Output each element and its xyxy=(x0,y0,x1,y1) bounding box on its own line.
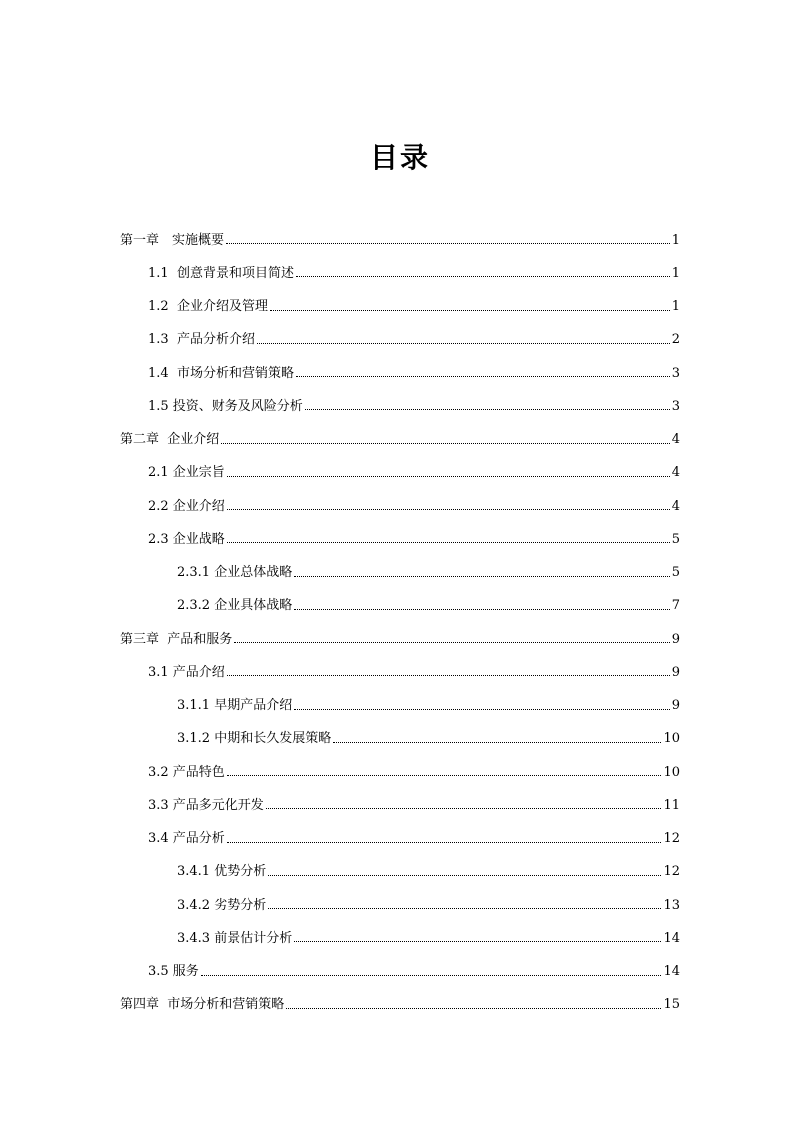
dot-leader xyxy=(221,443,669,444)
toc-entry-label: 1.2 企业介绍及管理 xyxy=(148,299,268,315)
toc-entry-page-number: 3 xyxy=(671,398,680,414)
toc-entry-label: 3.5 服务 xyxy=(148,964,199,980)
toc-entry-label: 第一章 实施概要 xyxy=(120,232,225,248)
toc-entry-label: 3.4 产品分析 xyxy=(148,831,225,847)
toc-entry[interactable] xyxy=(0,390,800,423)
toc-entry-label: 2.1 企业宗旨 xyxy=(148,465,225,481)
toc-entry[interactable] xyxy=(0,756,800,789)
toc-entry-page-number: 14 xyxy=(663,930,680,946)
toc-entry-label: 1.3 产品分析介绍 xyxy=(148,332,255,348)
toc-entry-page-number: 11 xyxy=(663,797,680,813)
toc-entry[interactable] xyxy=(0,989,800,1022)
toc-entry[interactable] xyxy=(0,523,800,556)
toc-entry-label: 3.3 产品多元化开发 xyxy=(148,797,264,813)
toc-entry-label: 3.4.2 劣势分析 xyxy=(177,897,267,913)
toc-entry[interactable] xyxy=(0,291,800,324)
toc-entry[interactable] xyxy=(0,922,800,955)
toc-entry-page-number: 14 xyxy=(663,964,680,980)
toc-entry-page-number: 1 xyxy=(671,265,680,281)
toc-entry[interactable] xyxy=(0,856,800,889)
toc-entry-page-number: 9 xyxy=(671,698,680,714)
toc-entry[interactable] xyxy=(0,789,800,822)
toc-entry[interactable] xyxy=(0,889,800,922)
dot-leader xyxy=(305,409,670,410)
toc-entry[interactable] xyxy=(0,257,800,290)
toc-entry[interactable] xyxy=(0,723,800,756)
toc-entry-page-number: 1 xyxy=(671,299,680,315)
toc-entry[interactable] xyxy=(0,424,800,457)
toc-entry-page-number: 5 xyxy=(671,531,680,547)
toc-entry[interactable] xyxy=(0,224,800,257)
toc-entry-page-number: 10 xyxy=(663,731,680,747)
toc-entry-label: 2.3 企业战略 xyxy=(148,531,225,547)
dot-leader xyxy=(201,975,662,976)
toc-entry-page-number: 13 xyxy=(663,897,680,913)
dot-leader xyxy=(227,476,670,477)
dot-leader xyxy=(226,243,670,244)
toc-entry-page-number: 12 xyxy=(663,831,680,847)
dot-leader xyxy=(268,875,661,876)
dot-leader xyxy=(227,842,662,843)
toc-entry[interactable] xyxy=(0,490,800,523)
toc-entry-label: 1.1 创意背景和项目简述 xyxy=(148,265,294,281)
toc-entry-label: 1.4 市场分析和营销策略 xyxy=(148,365,294,381)
dot-leader xyxy=(294,709,670,710)
dot-leader xyxy=(333,742,661,743)
dot-leader xyxy=(294,576,670,577)
toc-entry[interactable] xyxy=(0,590,800,623)
toc-entry-label: 3.1.2 中期和长久发展策略 xyxy=(177,731,332,747)
dot-leader xyxy=(296,376,670,377)
toc-entry[interactable] xyxy=(0,357,800,390)
toc-entry[interactable] xyxy=(0,557,800,590)
toc-entry-page-number: 4 xyxy=(671,498,680,514)
toc-entry-page-number: 4 xyxy=(671,432,680,448)
toc-entry[interactable] xyxy=(0,956,800,989)
toc-entry-page-number: 7 xyxy=(671,598,680,614)
dot-leader xyxy=(266,808,662,809)
toc-entry-label: 3.2 产品特色 xyxy=(148,764,225,780)
dot-leader xyxy=(268,908,661,909)
dot-leader xyxy=(227,675,670,676)
toc-entry-label: 第四章 市场分析和营销策略 xyxy=(120,997,285,1013)
toc-entry[interactable] xyxy=(0,324,800,357)
toc-entry[interactable] xyxy=(0,457,800,490)
dot-leader xyxy=(294,941,661,942)
toc-entry-label: 第二章 企业介绍 xyxy=(120,432,220,448)
dot-leader xyxy=(270,310,670,311)
toc-entry-label: 3.1 产品介绍 xyxy=(148,664,225,680)
dot-leader xyxy=(227,542,670,543)
toc-entry-page-number: 15 xyxy=(663,997,680,1013)
dot-leader xyxy=(294,609,670,610)
dot-leader xyxy=(296,276,670,277)
toc-entry-label: 2.3.1 企业总体战略 xyxy=(177,565,293,581)
toc-entry-page-number: 4 xyxy=(671,465,680,481)
toc-entry-label: 3.1.1 早期产品介绍 xyxy=(177,698,293,714)
toc-entry-label: 2.2 企业介绍 xyxy=(148,498,225,514)
toc-entry-page-number: 10 xyxy=(663,764,680,780)
toc-entry-label: 2.3.2 企业具体战略 xyxy=(177,598,293,614)
table-of-contents xyxy=(0,224,800,1022)
dot-leader xyxy=(227,775,662,776)
toc-entry-page-number: 3 xyxy=(671,365,680,381)
toc-entry-label: 3.4.1 优势分析 xyxy=(177,864,267,880)
toc-entry-page-number: 9 xyxy=(671,631,680,647)
dot-leader xyxy=(227,509,670,510)
toc-entry-page-number: 12 xyxy=(663,864,680,880)
toc-entry[interactable] xyxy=(0,656,800,689)
dot-leader xyxy=(234,642,669,643)
toc-entry-page-number: 5 xyxy=(671,565,680,581)
toc-entry-label: 1.5 投资、财务及风险分析 xyxy=(148,398,303,414)
toc-entry-page-number: 9 xyxy=(671,664,680,680)
dot-leader xyxy=(286,1008,661,1009)
toc-entry[interactable] xyxy=(0,623,800,656)
dot-leader xyxy=(257,343,670,344)
toc-entry[interactable] xyxy=(0,690,800,723)
page-title: 目录 xyxy=(369,141,430,174)
toc-entry-page-number: 1 xyxy=(671,232,680,248)
toc-entry-page-number: 2 xyxy=(671,332,680,348)
toc-entry[interactable] xyxy=(0,823,800,856)
toc-entry-label: 第三章 产品和服务 xyxy=(120,631,233,647)
toc-entry-label: 3.4.3 前景估计分析 xyxy=(177,930,293,946)
